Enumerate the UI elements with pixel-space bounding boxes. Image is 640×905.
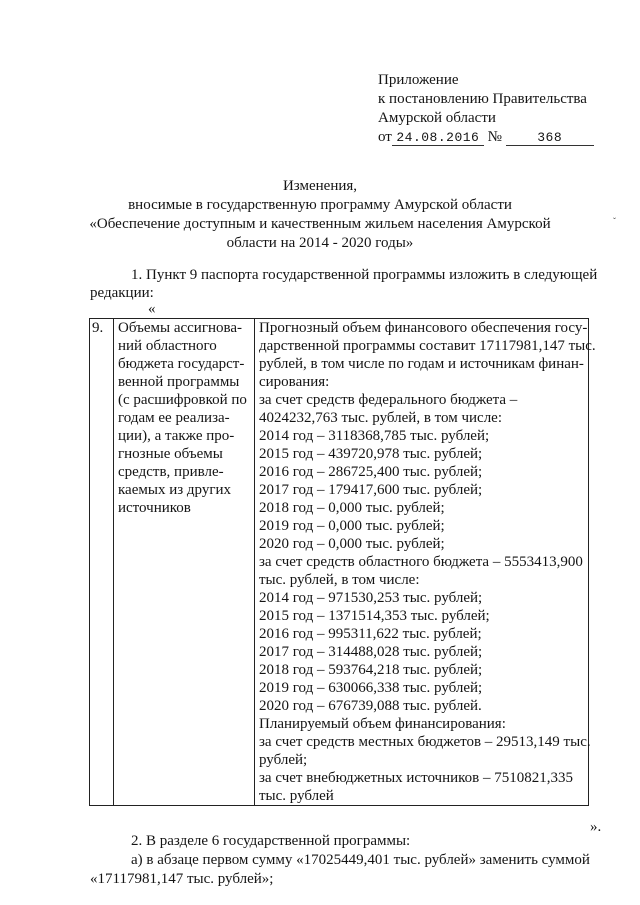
label-line: венной программы: [118, 374, 240, 390]
section2-line-1: 2. В разделе 6 государственной программы:: [131, 833, 411, 849]
content-line: 2017 год – 314488,028 тыс. рублей;: [259, 644, 483, 660]
content-line: 2019 год – 0,000 тыс. рублей;: [259, 518, 445, 534]
approval-line-1: Приложение: [378, 72, 459, 88]
margin-mark: ˬ: [613, 209, 616, 219]
content-line: 2019 год – 630066,338 тыс. рублей;: [259, 680, 483, 696]
content-line: 2018 год – 593764,218 тыс. рублей;: [259, 662, 483, 678]
content-line: 2018 год – 0,000 тыс. рублей;: [259, 500, 445, 516]
content-line: Планируемый объем финансирования:: [259, 716, 506, 732]
approval-date: 24.08.2016: [392, 130, 484, 146]
content-line: 2015 год – 439720,978 тыс. рублей;: [259, 446, 483, 462]
content-line: сирования:: [259, 374, 330, 390]
content-line: тыс. рублей, в том числе:: [259, 572, 420, 588]
document-heading: [0, 177, 640, 253]
content-line: 2016 год – 995311,622 тыс. рублей;: [259, 626, 482, 642]
heading-line-4: области на 2014 - 2020 годы»: [226, 235, 414, 251]
date-prefix: от: [378, 129, 392, 145]
row-content-cell: [255, 319, 596, 806]
content-line: тыс. рублей: [259, 788, 334, 804]
table-row: [90, 319, 589, 806]
label-line: (с расшифровкой по: [118, 392, 247, 408]
content-line: 4024232,763 тыс. рублей, в том числе:: [259, 410, 503, 426]
approval-date-line: [378, 128, 594, 147]
label-line: средств, привле-: [118, 464, 224, 480]
row-number-cell: [90, 319, 114, 806]
approval-line-3: Амурской области: [378, 110, 496, 126]
row-number: 9.: [92, 320, 104, 336]
content-line: за счет внебюджетных источников – 7510821,335: [259, 770, 574, 786]
content-line: рублей;: [259, 752, 308, 768]
label-line: годам ее реализа-: [118, 410, 230, 426]
content-line: 2017 год – 179417,600 тыс. рублей;: [259, 482, 483, 498]
approval-block: [378, 71, 594, 147]
row-label-cell: [114, 319, 255, 806]
label-line: ции), а также про-: [118, 428, 235, 444]
open-quote: «: [148, 301, 156, 317]
section2-line-3: «17117981,147 тыс. рублей»;: [90, 871, 274, 887]
program-passport-table: [89, 318, 596, 806]
close-quote: ».: [590, 819, 602, 835]
content-line: Прогнозный объем финансового обеспечения госу-: [259, 320, 588, 336]
content-line: 2014 год – 3118368,785 тыс. рублей;: [259, 428, 490, 444]
label-line: Объемы ассигнова-: [118, 320, 243, 336]
label-line: каемых из других: [118, 482, 232, 498]
label-line: ний областного: [118, 338, 217, 354]
content-line: 2014 год – 971530,253 тыс. рублей;: [259, 590, 483, 606]
heading-line-1: Изменения,: [282, 178, 358, 194]
content-line: 2015 год – 1371514,353 тыс. рублей;: [259, 608, 490, 624]
intro-line-1: 1. Пункт 9 паспорта государственной программы изложить в следующей: [131, 267, 598, 283]
content-line: дарственной программы составит 17117981,147 тыс.: [259, 338, 596, 354]
number-prefix: №: [487, 129, 502, 145]
content-line: 2016 год – 286725,400 тыс. рублей;: [259, 464, 483, 480]
label-line: бюджета государст-: [118, 356, 245, 372]
label-line: гнозные объемы: [118, 446, 223, 462]
label-line: источников: [118, 500, 191, 516]
content-line: за счет средств областного бюджета – 5553413,900: [259, 554, 583, 570]
heading-line-3: «Обеспечение доступным и качественным жильем населения Амурской: [89, 216, 551, 232]
approval-line-2: к постановлению Правительства: [378, 91, 587, 107]
content-line: 2020 год – 676739,088 тыс. рублей.: [259, 698, 482, 714]
content-line: за счет средств федерального бюджета –: [259, 392, 518, 408]
content-line: за счет средств местных бюджетов – 29513,149 тыс.: [259, 734, 591, 750]
heading-line-2: вносимые в государственную программу Амурской области: [128, 197, 512, 213]
content-line: рублей, в том числе по годам и источникам финан-: [259, 356, 584, 372]
approval-number: 368: [506, 130, 594, 146]
section2-line-2: а) в абзаце первом сумму «17025449,401 тыс. рублей» заменить суммой: [131, 852, 590, 868]
intro-line-2: редакции:: [90, 285, 154, 301]
content-line: 2020 год – 0,000 тыс. рублей;: [259, 536, 445, 552]
